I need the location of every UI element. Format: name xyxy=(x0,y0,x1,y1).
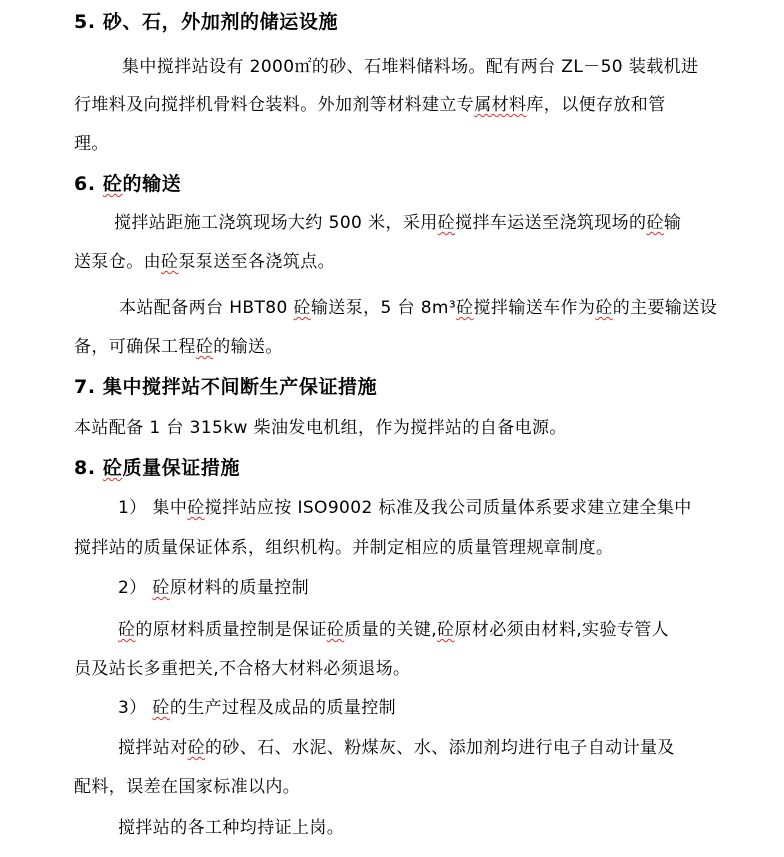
spellcheck-flagged-text: 砼 xyxy=(152,698,170,718)
list-item-line xyxy=(118,497,692,519)
paragraph-line xyxy=(74,417,567,439)
list-item-line xyxy=(118,577,309,599)
text-run: 的生产过程及成品的质量控制 xyxy=(169,698,397,718)
section-heading xyxy=(74,173,181,195)
text-run: 5. 砂、石，外加剂的储运设施 xyxy=(74,11,339,33)
text-run: 8. xyxy=(74,457,103,479)
spellcheck-flagged-text: 砼 xyxy=(456,298,474,318)
paragraph-line xyxy=(118,817,344,839)
text-run: 搅拌站的质量保证体系，组织机构。并制定相应的质量管理规章制度。 xyxy=(74,538,614,558)
text-run: 的输送 xyxy=(122,173,182,195)
text-run: 原材料的质量控制 xyxy=(169,578,310,598)
text-run: 配料，误差在国家标准以内。 xyxy=(74,777,301,797)
spellcheck-flagged-text: 砼 xyxy=(187,498,205,518)
spellcheck-flagged-text: 砼 xyxy=(195,337,214,357)
spellcheck-flagged-text: 砼 xyxy=(646,213,664,233)
spellcheck-flagged-text: 砼 xyxy=(118,620,136,640)
spellcheck-flagged-text: 砼 xyxy=(102,173,123,195)
list-item-line xyxy=(118,697,396,719)
section-heading xyxy=(74,457,240,479)
spellcheck-flagged-text: 属材料 xyxy=(474,95,527,115)
text-run: 输 xyxy=(663,213,682,233)
text-run: 员及站长多重把关,不合格大材料必须退场。 xyxy=(74,659,411,679)
paragraph-line xyxy=(74,537,613,559)
spellcheck-flagged-text: 砼 xyxy=(293,298,311,318)
text-run: 6. xyxy=(74,173,103,195)
spellcheck-flagged-text: 砼 xyxy=(437,213,456,233)
paragraph-line xyxy=(114,212,681,234)
text-run: 搅拌站的各工种均持证上岗。 xyxy=(118,818,345,838)
section-heading xyxy=(74,11,338,33)
text-run: 备，可确保工程 xyxy=(74,337,196,357)
text-run: 质量保证措施 xyxy=(122,457,241,479)
text-run: 理。 xyxy=(74,134,109,154)
spellcheck-flagged-text: 砼 xyxy=(187,738,206,758)
section-heading xyxy=(74,376,377,398)
text-run: 本站配备两台 HBT80 xyxy=(119,298,294,318)
text-run: 的原材料质量控制是保证 xyxy=(135,620,327,640)
spellcheck-flagged-text: 砼 xyxy=(326,620,345,640)
text-run: 搅拌站对 xyxy=(118,738,188,758)
text-run: 搅拌站应按 ISO9002 标准及我公司质量体系要求建立建全集中 xyxy=(204,498,692,518)
paragraph-line xyxy=(74,133,109,155)
text-run: 2） xyxy=(118,578,153,598)
paragraph-line xyxy=(74,776,300,798)
text-run: 行堆料及向搅拌机骨料仓装料。外加剂等材料建立专 xyxy=(74,95,475,115)
text-run: 搅拌车运送至浇筑现场的 xyxy=(455,213,647,233)
text-run: 搅拌输送车作为 xyxy=(473,298,596,318)
text-run: 3） xyxy=(118,698,153,718)
text-run: 原材必须由材料,实验专管人 xyxy=(454,620,670,640)
spellcheck-flagged-text: 砼 xyxy=(437,620,455,640)
paragraph-line xyxy=(122,56,698,78)
spellcheck-flagged-text: 砼 xyxy=(595,298,613,318)
spellcheck-flagged-text: 砼 xyxy=(102,457,123,479)
spellcheck-flagged-text: 砼 xyxy=(152,578,170,598)
text-run: 集中搅拌站设有 2000㎡的砂、石堆料储料场。配有两台 ZL－50 装载机进 xyxy=(122,57,699,77)
text-run: 的主要输送设 xyxy=(612,298,718,318)
text-run: 7. 集中搅拌站不间断生产保证措施 xyxy=(74,376,378,398)
text-run: 质量的关键, xyxy=(344,620,438,640)
text-run: 输送泵，5 台 8m³ xyxy=(310,298,457,318)
paragraph-line xyxy=(74,658,410,680)
text-run: 的输送。 xyxy=(213,337,283,357)
text-run: 送泵仓。由 xyxy=(74,252,161,272)
text-run: 1） 集中 xyxy=(118,498,188,518)
text-run: 库，以便存放和管 xyxy=(526,95,666,115)
paragraph-line xyxy=(74,94,666,116)
paragraph-line xyxy=(74,336,283,358)
text-run: 本站配备 1 台 315kw 柴油发电机组，作为搅拌站的自备电源。 xyxy=(74,418,567,438)
paragraph-line xyxy=(74,251,335,273)
paragraph-line xyxy=(119,297,717,319)
text-run: 泵泵送至各浇筑点。 xyxy=(178,252,336,272)
text-run: 搅拌站距施工浇筑现场大约 500 米，采用 xyxy=(114,213,438,233)
text-run: 的砂、石、水泥、粉煤灰、水、添加剂均进行电子自动计量及 xyxy=(205,738,675,758)
paragraph-line xyxy=(118,619,669,641)
paragraph-line xyxy=(118,737,675,759)
spellcheck-flagged-text: 砼 xyxy=(161,252,179,272)
